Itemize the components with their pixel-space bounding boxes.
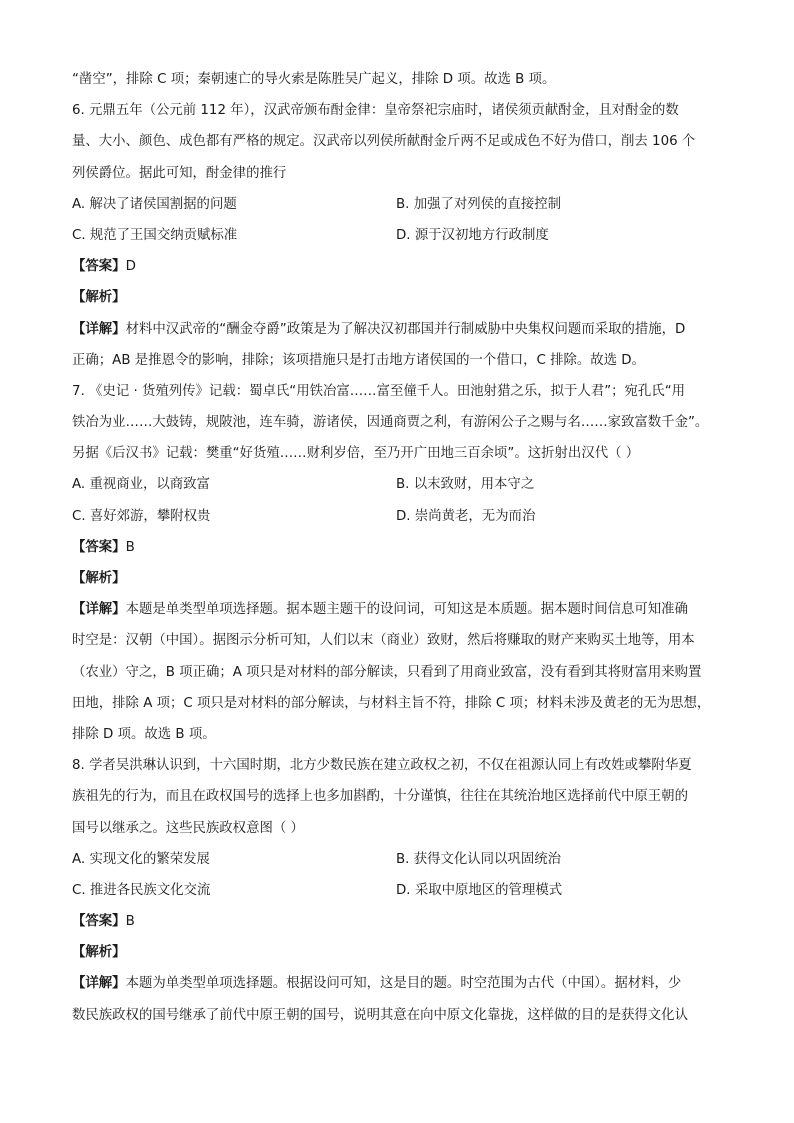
question-8-option-b: B. 获得文化认同以巩固统治 <box>396 851 561 867</box>
question-6-stem-line-1: 6. 元鼎五年（公元前 112 年），汉武帝颁布酎金律：皇帝祭祀宗庙时，诸侯须贡献酎金，且对酎金的数 <box>72 103 679 119</box>
detail-text: 本题为单类型单项选择题。根据设问可知，这是目的题。时空范围为古代（中国）。据材料，少 <box>125 976 682 992</box>
detail-tag: 【详解】 <box>72 976 126 992</box>
question-6-detail-line-1 <box>72 314 732 345</box>
question-8-stem-line-2: 族祖先的行为，而且在政权国号的选择上也多加斟酌，十分谨慎，往往在其统治地区选择前代中原王朝的 <box>72 789 688 805</box>
answer-value: B <box>125 914 135 930</box>
detail-tag: 【详解】 <box>72 602 126 618</box>
question-7-analysis-tag: 【解析】 <box>72 571 126 586</box>
answer-tag: 【答案】 <box>72 539 126 555</box>
question-8-answer <box>72 906 732 937</box>
question-6-stem-line-3: 列侯爵位。据此可知，酎金律的推行 <box>72 165 287 181</box>
question-7-stem-line-1: 7. 《史记 · 货殖列传》记载：蜀卓氏“用铁冶富……富至僮千人。田池射猎之乐，拟于人君”；宛孔氏“用 <box>72 383 686 399</box>
question-7-detail-line-5: 排除 D 项。故选 B 项。 <box>72 726 216 742</box>
question-6-options-row-1 <box>72 189 732 220</box>
detail-text: 材料中汉武帝的“酬金夺爵”政策是为了解决汉初郡国并行制威胁中央集权问题而采取的措施，D <box>125 321 686 337</box>
question-8 <box>72 750 732 1031</box>
question-7-stem-line-2: 铁冶为业……大鼓铸，规陂池，连车骑，游诸侯，因通商贾之利，有游闲公子之赐与名……家致富数千金”。 <box>72 415 709 431</box>
answer-tag: 【答案】 <box>72 914 126 930</box>
question-7-detail-line-3: （农业）守之，B 项正确；A 项只是对材料的部分解读，只看到了用商业致富，没有看到其将财富用来购置 <box>72 664 702 680</box>
question-6 <box>72 95 732 376</box>
answer-tag: 【答案】 <box>72 259 126 275</box>
question-6-option-d: D. 源于汉初地方行政制度 <box>396 227 549 243</box>
question-6-stem-line-2: 量、大小、颜色、成色都有严格的规定。汉武帝以列侯所献酎金斤两不足或成色不好为借口，削去 106 个 <box>72 134 696 150</box>
question-6-option-b: B. 加强了对列侯的直接控制 <box>396 196 561 212</box>
question-8-stem-line-1: 8. 学者吴洪琳认识到，十六国时期，北方少数民族在建立政权之初，不仅在祖源认同上有改姓或攀附华夏 <box>72 758 692 774</box>
question-7-options-row-2 <box>72 501 732 532</box>
question-7-option-c: C. 喜好郊游，攀附权贵 <box>72 508 211 524</box>
question-6-options-row-2 <box>72 220 732 251</box>
detail-text: 本题是单类型单项选择题。据本题主题干的设问词，可知这是本质题。据本题时间信息可知准确 <box>125 602 688 618</box>
document-content <box>72 64 732 1031</box>
question-7-option-d: D. 崇尚黄老，无为而治 <box>396 508 536 524</box>
question-6-option-c: C. 规范了王国交纳贡赋标准 <box>72 227 238 243</box>
question-6-analysis-tag: 【解析】 <box>72 290 126 306</box>
detail-tag: 【详解】 <box>72 321 126 337</box>
intro-line: “凿空”，排除 C 项；秦朝速亡的导火索是陈胜吴广起义，排除 D 项。故选 B 项。 <box>72 72 556 87</box>
question-8-analysis-tag: 【解析】 <box>72 945 126 961</box>
question-6-answer <box>72 251 732 282</box>
question-7-detail-line-1 <box>72 594 732 625</box>
question-7-detail-line-2: 时空是：汉朝（中国）。据图示分析可知，人们以末（商业）致财，然后将赚取的财产来购买土地等，用本 <box>72 633 695 649</box>
question-7-options-row-1 <box>72 469 732 500</box>
question-7-answer <box>72 532 732 563</box>
answer-value: B <box>125 539 135 555</box>
question-8-options-row-1 <box>72 844 732 875</box>
question-7-option-b: B. 以末致财，用本守之 <box>396 477 535 493</box>
question-8-detail-line-1 <box>72 968 732 999</box>
question-8-option-a: A. 实现文化的繁荣发展 <box>72 851 210 867</box>
question-8-detail-line-2: 数民族政权的国号继承了前代中原王朝的国号，说明其意在向中原文化靠拢，这样做的目的是获得文化认 <box>72 1007 688 1023</box>
question-8-option-d: D. 采取中原地区的管理模式 <box>396 882 563 898</box>
question-7 <box>72 376 732 750</box>
answer-value: D <box>125 259 136 275</box>
question-8-option-c: C. 推进各民族文化交流 <box>72 882 211 898</box>
question-6-option-a: A. 解决了诸侯国割据的问题 <box>72 196 237 212</box>
question-7-stem-line-3: 另据《后汉书》记载：樊重“好货殖……财利岁倍，至乃开广田地三百余顷”。这折射出汉代（ ） <box>72 446 640 462</box>
question-7-option-a: A. 重视商业，以商致富 <box>72 477 210 493</box>
question-7-detail-line-4: 田地，排除 A 项；C 项只是对材料的部分解读，与材料主旨不符，排除 C 项；材料未涉及黄老的无为思想， <box>72 695 711 711</box>
question-6-detail-line-2: 正确；AB 是推恩令的影响，排除；该项措施只是打击地方诸侯国的一个借口，C 排除。故选 D。 <box>72 352 646 368</box>
question-8-stem-line-3: 国号以继承之。这些民族政权意图（ ） <box>72 820 304 836</box>
question-8-options-row-2 <box>72 875 732 906</box>
